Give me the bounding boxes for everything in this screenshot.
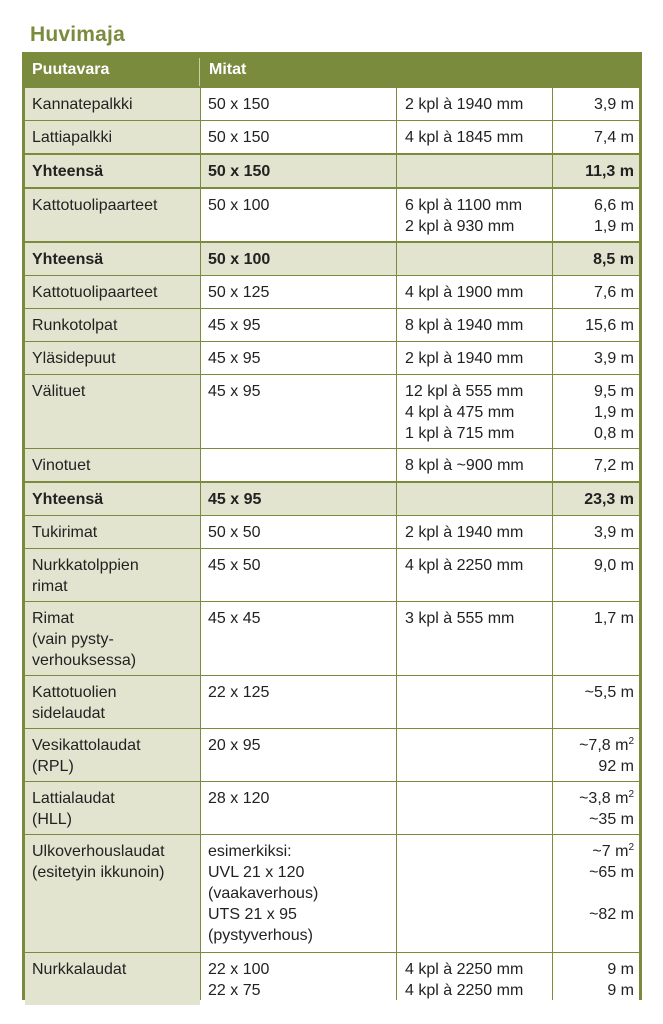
table-row bbox=[22, 276, 642, 308]
quantity-cell: 12 kpl à 555 mm 4 kpl à 475 mm 1 kpl à 715 mm bbox=[397, 375, 552, 448]
material-cell: Kattotuolipaarteet bbox=[25, 276, 200, 308]
dimension-cell: 22 x 100 22 x 75 bbox=[201, 953, 396, 1005]
length-cell: 1,7 m bbox=[553, 602, 639, 675]
material-cell: Rimat (vain pysty- verhouksessa) bbox=[25, 602, 200, 675]
length-cell: ~7,8 $m^2$ 92 m bbox=[553, 729, 639, 781]
length-cell: ~3,8 $m^2$ ~35 m bbox=[553, 782, 639, 834]
length-cell: 9,5 m 1,9 m 0,8 m bbox=[553, 375, 639, 448]
dimension-cell bbox=[201, 449, 396, 481]
quantity-cell: 4 kpl à 2250 mm bbox=[397, 549, 552, 601]
material-cell: Yhteensä bbox=[25, 483, 200, 515]
material-cell: Kattotuolien sidelaudat bbox=[25, 676, 200, 728]
quantity-cell: 2 kpl à 1940 mm bbox=[397, 88, 552, 120]
quantity-cell bbox=[397, 782, 552, 834]
table-row bbox=[22, 342, 642, 374]
length-cell: 8,5 m bbox=[553, 243, 639, 275]
material-cell: Kattotuolipaarteet bbox=[25, 189, 200, 241]
page-title: Huvimaja bbox=[30, 23, 125, 46]
table-row bbox=[22, 549, 642, 601]
quantity-cell bbox=[397, 676, 552, 728]
quantity-cell bbox=[397, 155, 552, 187]
dimension-cell: 22 x 125 bbox=[201, 676, 396, 728]
quantity-cell: 2 kpl à 1940 mm bbox=[397, 516, 552, 548]
quantity-cell: 3 kpl à 555 mm bbox=[397, 602, 552, 675]
header-puutavara: Puutavara bbox=[32, 61, 110, 78]
quantity-cell: 2 kpl à 1940 mm bbox=[397, 342, 552, 374]
material-cell: Yläsidepuut bbox=[25, 342, 200, 374]
dimension-cell: 28 x 120 bbox=[201, 782, 396, 834]
header-mitat: Mitat bbox=[209, 61, 247, 78]
dimension-cell: 50 x 150 bbox=[201, 155, 396, 187]
dimension-cell: 20 x 95 bbox=[201, 729, 396, 781]
table-row bbox=[22, 782, 642, 834]
quantity-cell: 8 kpl à ~900 mm bbox=[397, 449, 552, 481]
length-cell: 7,2 m bbox=[553, 449, 639, 481]
length-cell: 23,3 m bbox=[553, 483, 639, 515]
dimension-cell: 50 x 100 bbox=[201, 189, 396, 241]
quantity-cell bbox=[397, 729, 552, 781]
table-row bbox=[22, 835, 642, 952]
length-cell: 3,9 m bbox=[553, 516, 639, 548]
material-cell: Runkotolpat bbox=[25, 309, 200, 341]
table-row bbox=[22, 729, 642, 781]
quantity-cell bbox=[397, 835, 552, 952]
quantity-cell bbox=[397, 243, 552, 275]
dimension-cell: 45 x 50 bbox=[201, 549, 396, 601]
table-row bbox=[22, 375, 642, 448]
material-cell: Ulkoverhouslaudat (esitetyin ikkunoin) bbox=[25, 835, 200, 952]
quantity-cell bbox=[397, 483, 552, 515]
table-row bbox=[22, 676, 642, 728]
length-cell: 7,6 m bbox=[553, 276, 639, 308]
table-body bbox=[22, 88, 642, 1005]
length-cell: ~7 $m^2$ ~65 m ~82 m bbox=[553, 835, 639, 952]
quantity-cell: 4 kpl à 2250 mm 4 kpl à 2250 mm bbox=[397, 953, 552, 1005]
table-row bbox=[22, 88, 642, 120]
length-cell: 6,6 m 1,9 m bbox=[553, 189, 639, 241]
material-cell: Vesikattolaudat (RPL) bbox=[25, 729, 200, 781]
length-cell: 3,9 m bbox=[553, 342, 639, 374]
length-cell: 7,4 m bbox=[553, 121, 639, 153]
table-row bbox=[22, 121, 642, 153]
material-cell: Lattiapalkki bbox=[25, 121, 200, 153]
materials-table bbox=[22, 52, 642, 1000]
dimension-cell: 45 x 95 bbox=[201, 309, 396, 341]
table-header bbox=[22, 52, 642, 86]
material-cell: Tukirimat bbox=[25, 516, 200, 548]
dimension-cell: 45 x 95 bbox=[201, 483, 396, 515]
length-cell: 9,0 m bbox=[553, 549, 639, 601]
total-row bbox=[22, 243, 642, 275]
quantity-cell: 4 kpl à 1845 mm bbox=[397, 121, 552, 153]
total-row bbox=[22, 483, 642, 515]
dimension-cell: 50 x 125 bbox=[201, 276, 396, 308]
material-cell: Vinotuet bbox=[25, 449, 200, 481]
dimension-cell: 50 x 100 bbox=[201, 243, 396, 275]
dimension-cell: 50 x 150 bbox=[201, 121, 396, 153]
length-cell: 3,9 m bbox=[553, 88, 639, 120]
length-cell: 11,3 m bbox=[553, 155, 639, 187]
material-cell: Yhteensä bbox=[25, 155, 200, 187]
material-cell: Yhteensä bbox=[25, 243, 200, 275]
material-cell: Välituet bbox=[25, 375, 200, 448]
quantity-cell: 6 kpl à 1100 mm 2 kpl à 930 mm bbox=[397, 189, 552, 241]
dimension-cell: 50 x 50 bbox=[201, 516, 396, 548]
dimension-cell: 50 x 150 bbox=[201, 88, 396, 120]
dimension-cell: esimerkiksi: UVL 21 x 120 (vaakaverhous) UTS 21 x 95 (pystyverhous) bbox=[201, 835, 396, 952]
material-cell: Kannatepalkki bbox=[25, 88, 200, 120]
table-row bbox=[22, 602, 642, 675]
dimension-cell: 45 x 95 bbox=[201, 375, 396, 448]
total-row bbox=[22, 155, 642, 187]
table-row bbox=[22, 516, 642, 548]
table-row bbox=[22, 189, 642, 241]
table-row bbox=[22, 953, 642, 1005]
material-cell: Lattialaudat (HLL) bbox=[25, 782, 200, 834]
header-divider bbox=[199, 58, 200, 86]
dimension-cell: 45 x 95 bbox=[201, 342, 396, 374]
dimension-cell: 45 x 45 bbox=[201, 602, 396, 675]
quantity-cell: 4 kpl à 1900 mm bbox=[397, 276, 552, 308]
material-cell: Nurkkatolppien rimat bbox=[25, 549, 200, 601]
material-cell: Nurkkalaudat bbox=[25, 953, 200, 1005]
length-cell: ~5,5 m bbox=[553, 676, 639, 728]
table-row bbox=[22, 449, 642, 481]
length-cell: 9 m 9 m bbox=[553, 953, 639, 1005]
table-row bbox=[22, 309, 642, 341]
length-cell: 15,6 m bbox=[553, 309, 639, 341]
quantity-cell: 8 kpl à 1940 mm bbox=[397, 309, 552, 341]
